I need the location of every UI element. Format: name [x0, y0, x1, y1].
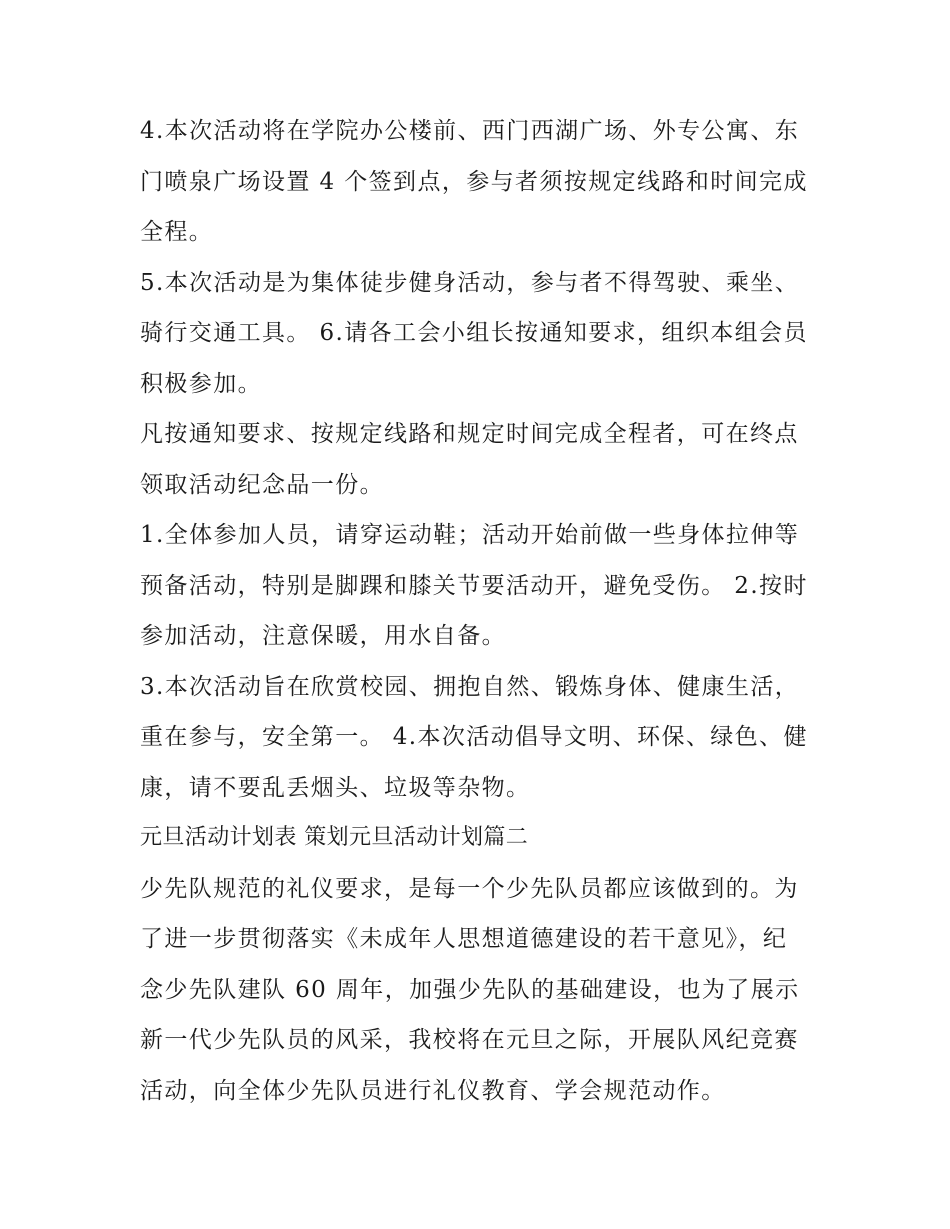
text-line: 领取活动纪念品一份。 — [140, 471, 384, 498]
text-line: 康，请不要乱丢烟头、垃圾等杂物。 — [140, 774, 531, 801]
text-line: 新一代少先队员的风采，我校将在元旦之际，开展队风纪竞赛 — [140, 1027, 799, 1053]
text-line: 3.本次活动旨在欣赏校园、拥抱自然、锻炼身体、健康生活， — [140, 673, 800, 700]
text-line: 全程。 — [140, 219, 214, 245]
document-body — [140, 106, 820, 1116]
text-line: 骑行交通工具。 6.请各工会小组长按通知要求，组织本组会员 — [140, 320, 808, 346]
text-line: 了进一步贯彻落实《未成年人思想道德建设的若干意见》，纪 — [140, 926, 788, 952]
text-line: 4.本次活动将在学院办公楼前、西门西湖广场、外专公寓、东 — [140, 118, 800, 144]
text-line: 重在参与，安全第一。 4.本次活动倡导文明、环保、绿色、健 — [140, 724, 808, 750]
text-line: 1.全体参加人员，请穿运动鞋；活动开始前做一些身体拉伸等 — [140, 522, 800, 548]
text-line: 少先队规范的礼仪要求，是每一个少先队员都应该做到的。为 — [140, 875, 799, 902]
text-line: 活动，向全体少先队员进行礼仪教育、学会规范动作。 — [140, 1077, 726, 1104]
text-line: 积极参加。 — [140, 370, 262, 397]
text-line: 预备活动，特别是脚踝和膝关节要活动开，避免受伤。 2.按时 — [140, 572, 808, 599]
text-line: 凡按通知要求、按规定线路和规定时间完成全程者，可在终点 — [140, 421, 799, 447]
text-line: 参加活动，注意保暖，用水自备。 — [140, 623, 506, 649]
text-line: 门喷泉广场设置 4 个签到点，参与者须按规定线路和时间完成 — [140, 168, 808, 195]
text-line: 5.本次活动是为集体徒步健身活动，参与者不得驾驶、乘坐、 — [140, 269, 800, 296]
section-heading: 元旦活动计划表 策划元旦活动计划篇二 — [140, 825, 529, 850]
text-line: 念少先队建队 60 周年，加强少先队的基础建设，也为了展示 — [140, 976, 800, 1003]
